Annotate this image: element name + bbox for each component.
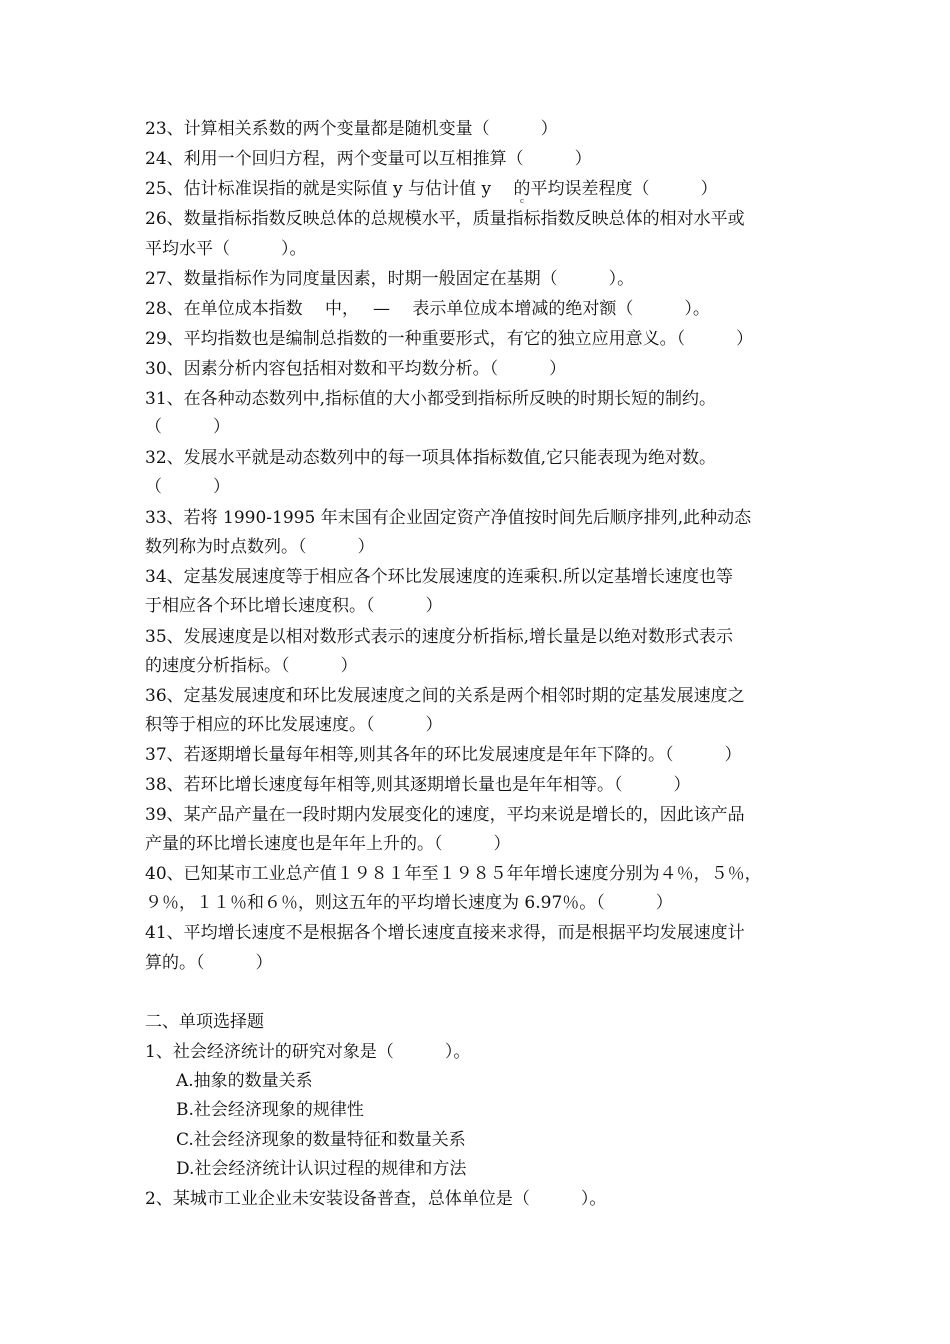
question-38: 38、若环比增长速度每年相等,则其逐期增长量也是年年相等。（ ） (145, 775, 691, 795)
question-40-line2: ９％，１１％和６％，则这五年的平均增长速度为 6.97％。（ ） (145, 893, 673, 913)
choice-1-option-a: A.抽象的数量关系 (176, 1071, 313, 1091)
question-37: 37、若逐期增长量每年相等,则其各年的环比发展速度是年年下降的。（ ） (145, 745, 742, 765)
question-35-line2: 的速度分析指标。（ ） (145, 656, 358, 676)
choice-1-option-c: C.社会经济现象的数量特征和数量关系 (176, 1130, 466, 1150)
question-25: 25、估计标准误指的就是实际值 y 与估计值 y 的平均误差程度（ ） (145, 179, 718, 199)
question-26-line2: 平均水平（ ）。 (145, 239, 307, 259)
question-30: 30、因素分析内容包括相对数和平均数分析。（ ） (145, 359, 567, 379)
question-32-line2: （ ） (145, 477, 230, 497)
question-26-line1: 26、数量指标指数反映总体的总规模水平，质量指标指数反映总体的相对水平或 (145, 209, 745, 229)
question-34-line1: 34、定基发展速度等于相应各个环比发展速度的连乘积.所以定基增长速度也等 (145, 567, 734, 587)
section-heading-single-choice: 二、单项选择题 (145, 1012, 264, 1032)
question-33-line2: 数列称为时点数列。（ ） (145, 537, 375, 557)
question-40-line1: 40、已知某市工业总产值１９８１年至１９８５年年增长速度分别为４％，５％， (145, 864, 762, 884)
question-29: 29、平均指数也是编制总指数的一种重要形式，有它的独立应用意义。（ ） (145, 329, 754, 349)
question-28: 28、在单位成本指数 中， — 表示单位成本增减的绝对额（ ）。 (145, 299, 710, 319)
question-23: 23、计算相关系数的两个变量都是随机变量（ ） (145, 119, 558, 139)
question-36-line1: 36、定基发展速度和环比发展速度之间的关系是两个相邻时期的定基发展速度之 (145, 686, 745, 706)
question-27: 27、数量指标作为同度量因素，时期一般固定在基期（ ）。 (145, 269, 635, 289)
question-34-line2: 于相应各个环比增长速度积。（ ） (145, 596, 443, 616)
question-31-line1: 31、在各种动态数列中,指标值的大小都受到指标所反映的时期长短的制约。 (145, 389, 717, 409)
question-31-line2: （ ） (145, 417, 230, 437)
question-32-line1: 32、发展水平就是动态数列中的每一项具体指标数值,它只能表现为绝对数。 (145, 448, 717, 468)
question-36-line2: 积等于相应的环比发展速度。（ ） (145, 715, 443, 735)
question-35-line1: 35、发展速度是以相对数形式表示的速度分析指标,增长量是以绝对数形式表示 (145, 627, 734, 647)
question-33-line1: 33、若将 1990-1995 年末国有企业固定资产净值按时间先后顺序排列,此种动态 (145, 508, 752, 528)
question-41-line1: 41、平均增长速度不是根据各个增长速度直接来求得，而是根据平均发展速度计 (145, 923, 745, 943)
question-41-line2: 算的。（ ） (145, 953, 273, 973)
choice-question-2: 2、某城市工业企业未安装设备普查，总体单位是（ ）。 (145, 1189, 607, 1209)
question-24: 24、利用一个回归方程，两个变量可以互相推算（ ） (145, 149, 592, 169)
choice-question-1: 1、社会经济统计的研究对象是（ ）。 (145, 1042, 471, 1062)
question-39-line1: 39、某产品产量在一段时期内发展变化的速度，平均来说是增长的，因此该产品 (145, 805, 745, 825)
choice-1-option-d: D.社会经济统计认识过程的规律和方法 (176, 1159, 467, 1179)
choice-1-option-b: B.社会经济现象的规律性 (176, 1100, 364, 1120)
subscript-c: c (520, 197, 524, 205)
question-39-line2: 产量的环比增长速度也是年年上升的。（ ） (145, 834, 511, 854)
